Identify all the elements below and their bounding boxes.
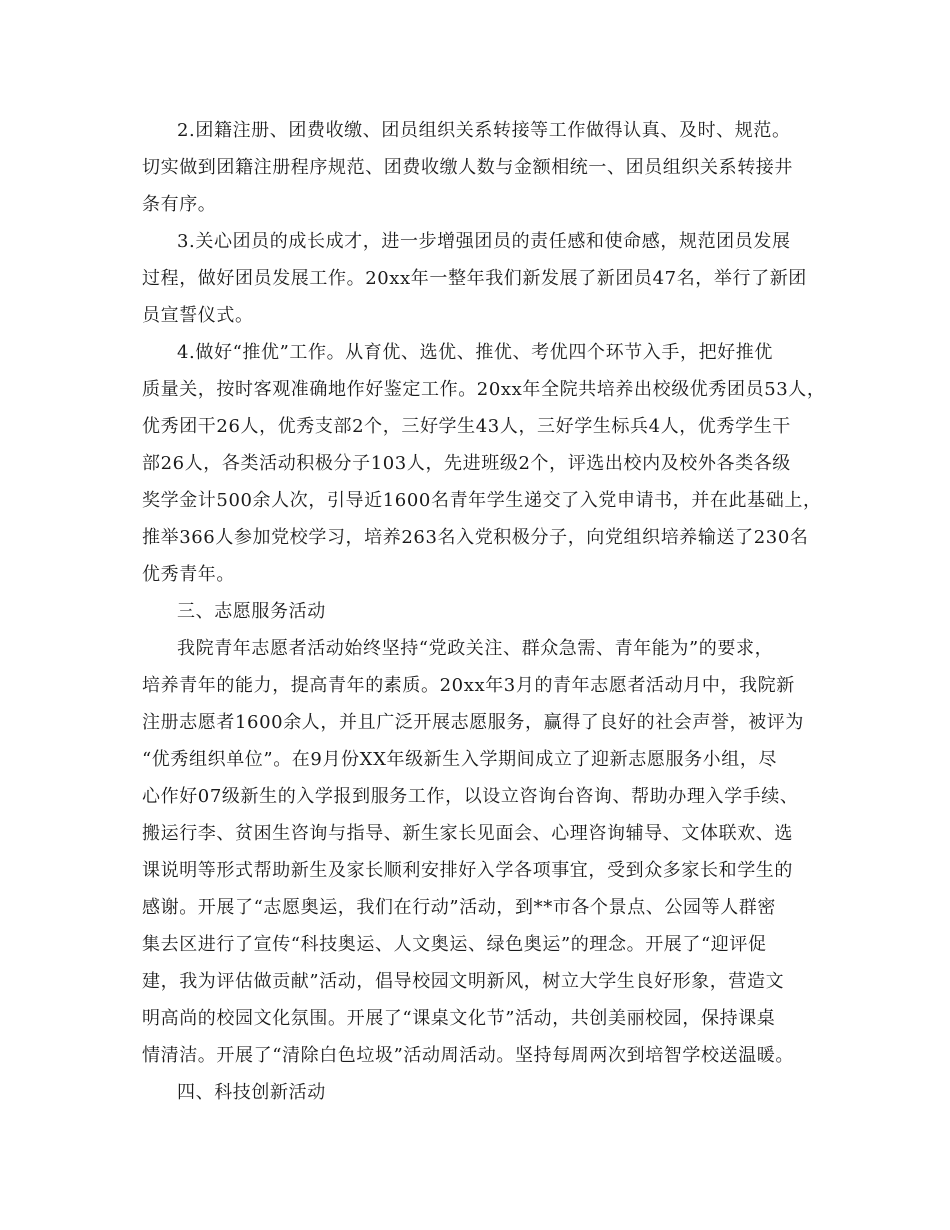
paragraph-4-line-7: 优秀青年。 <box>142 564 235 585</box>
paragraph-3-line-2: 过程，做好团员发展工作。20xx年一整年我们新发展了新团员47名，举行了新团 <box>142 268 807 289</box>
paragraph-3-line-1: 3.关心团员的成长成才，进一步增强团员的责任感和使命感，规范团员发展 <box>177 231 791 252</box>
volunteer-line-7: 课说明等形式帮助新生及家长顺利安排好入学各项事宜，受到众多家长和学生的 <box>142 860 793 881</box>
section-heading-volunteer: 三、志愿服务活动 <box>177 601 326 622</box>
volunteer-line-8: 感谢。开展了“志愿奥运，我们在行动”活动，到**市各个景点、公园等人群密 <box>142 897 777 918</box>
paragraph-2-line-2: 切实做到团籍注册程序规范、团费收缴人数与金额相统一、团员组织关系转接井 <box>142 157 793 178</box>
section-heading-innovation: 四、科技创新活动 <box>177 1082 326 1103</box>
paragraph-3-line-3: 员宣誓仪式。 <box>142 305 254 326</box>
paragraph-4-line-3: 优秀团干26人，优秀支部2个，三好学生43人，三好学生标兵4人，优秀学生干 <box>142 416 791 437</box>
volunteer-line-2: 培养青年的能力，提高青年的素质。20xx年3月的青年志愿者活动月中，我院新 <box>142 675 795 696</box>
paragraph-4-line-5: 奖学金计500余人次，引导近1600名青年学生递交了入党申请书，并在此基础上， <box>142 490 822 511</box>
paragraph-4-line-6: 推举366人参加党校学习，培养263名入党积极分子，向党组织培养输送了230名 <box>142 527 809 548</box>
paragraph-4-line-1: 4.做好“推优”工作。从育优、选优、推优、考优四个环节入手，把好推优 <box>177 342 773 363</box>
volunteer-line-1: 我院青年志愿者活动始终坚持“党政关注、群众急需、青年能为”的要求， <box>177 638 774 659</box>
paragraph-4-line-4: 部26人，各类活动积极分子103人，先进班级2个，评选出校内及校外各类各级 <box>142 453 791 474</box>
paragraph-4-line-2: 质量关，按时客观准确地作好鉴定工作。20xx年全院共培养出校级优秀团员53人， <box>142 379 826 400</box>
paragraph-2-line-3: 条有序。 <box>142 194 217 215</box>
volunteer-line-11: 明高尚的校园文化氛围。开展了“课桌文化节”活动，共创美丽校园，保持课桌 <box>142 1008 776 1029</box>
paragraph-2-line-1: 2.团籍注册、团费收缴、团员组织关系转接等工作做得认真、及时、规范。 <box>177 120 791 141</box>
volunteer-line-4: “优秀组织单位”。在9月份XX年级新生入学期间成立了迎新志愿服务小组，尽 <box>142 749 778 770</box>
volunteer-line-6: 搬运行李、贫困生咨询与指导、新生家长见面会、心理咨询辅导、文体联欢、选 <box>142 823 793 844</box>
volunteer-line-12: 情清洁。开展了“清除白色垃圾”活动周活动。坚持每周两次到培智学校送温暖。 <box>142 1045 795 1066</box>
volunteer-line-5: 心作好07级新生的入学报到服务工作，以设立咨询台咨询、帮助办理入学手续、 <box>142 786 799 807</box>
volunteer-line-3: 注册志愿者1600余人，并且广泛开展志愿服务，赢得了良好的社会声誉，被评为 <box>142 712 805 733</box>
volunteer-line-9: 集去区进行了宣传“科技奥运、人文奥运、绿色奥运”的理念。开展了“迎评促 <box>142 934 767 955</box>
volunteer-line-10: 建，我为评估做贡献”活动，倡导校园文明新风，树立大学生良好形象，营造文 <box>142 971 785 992</box>
